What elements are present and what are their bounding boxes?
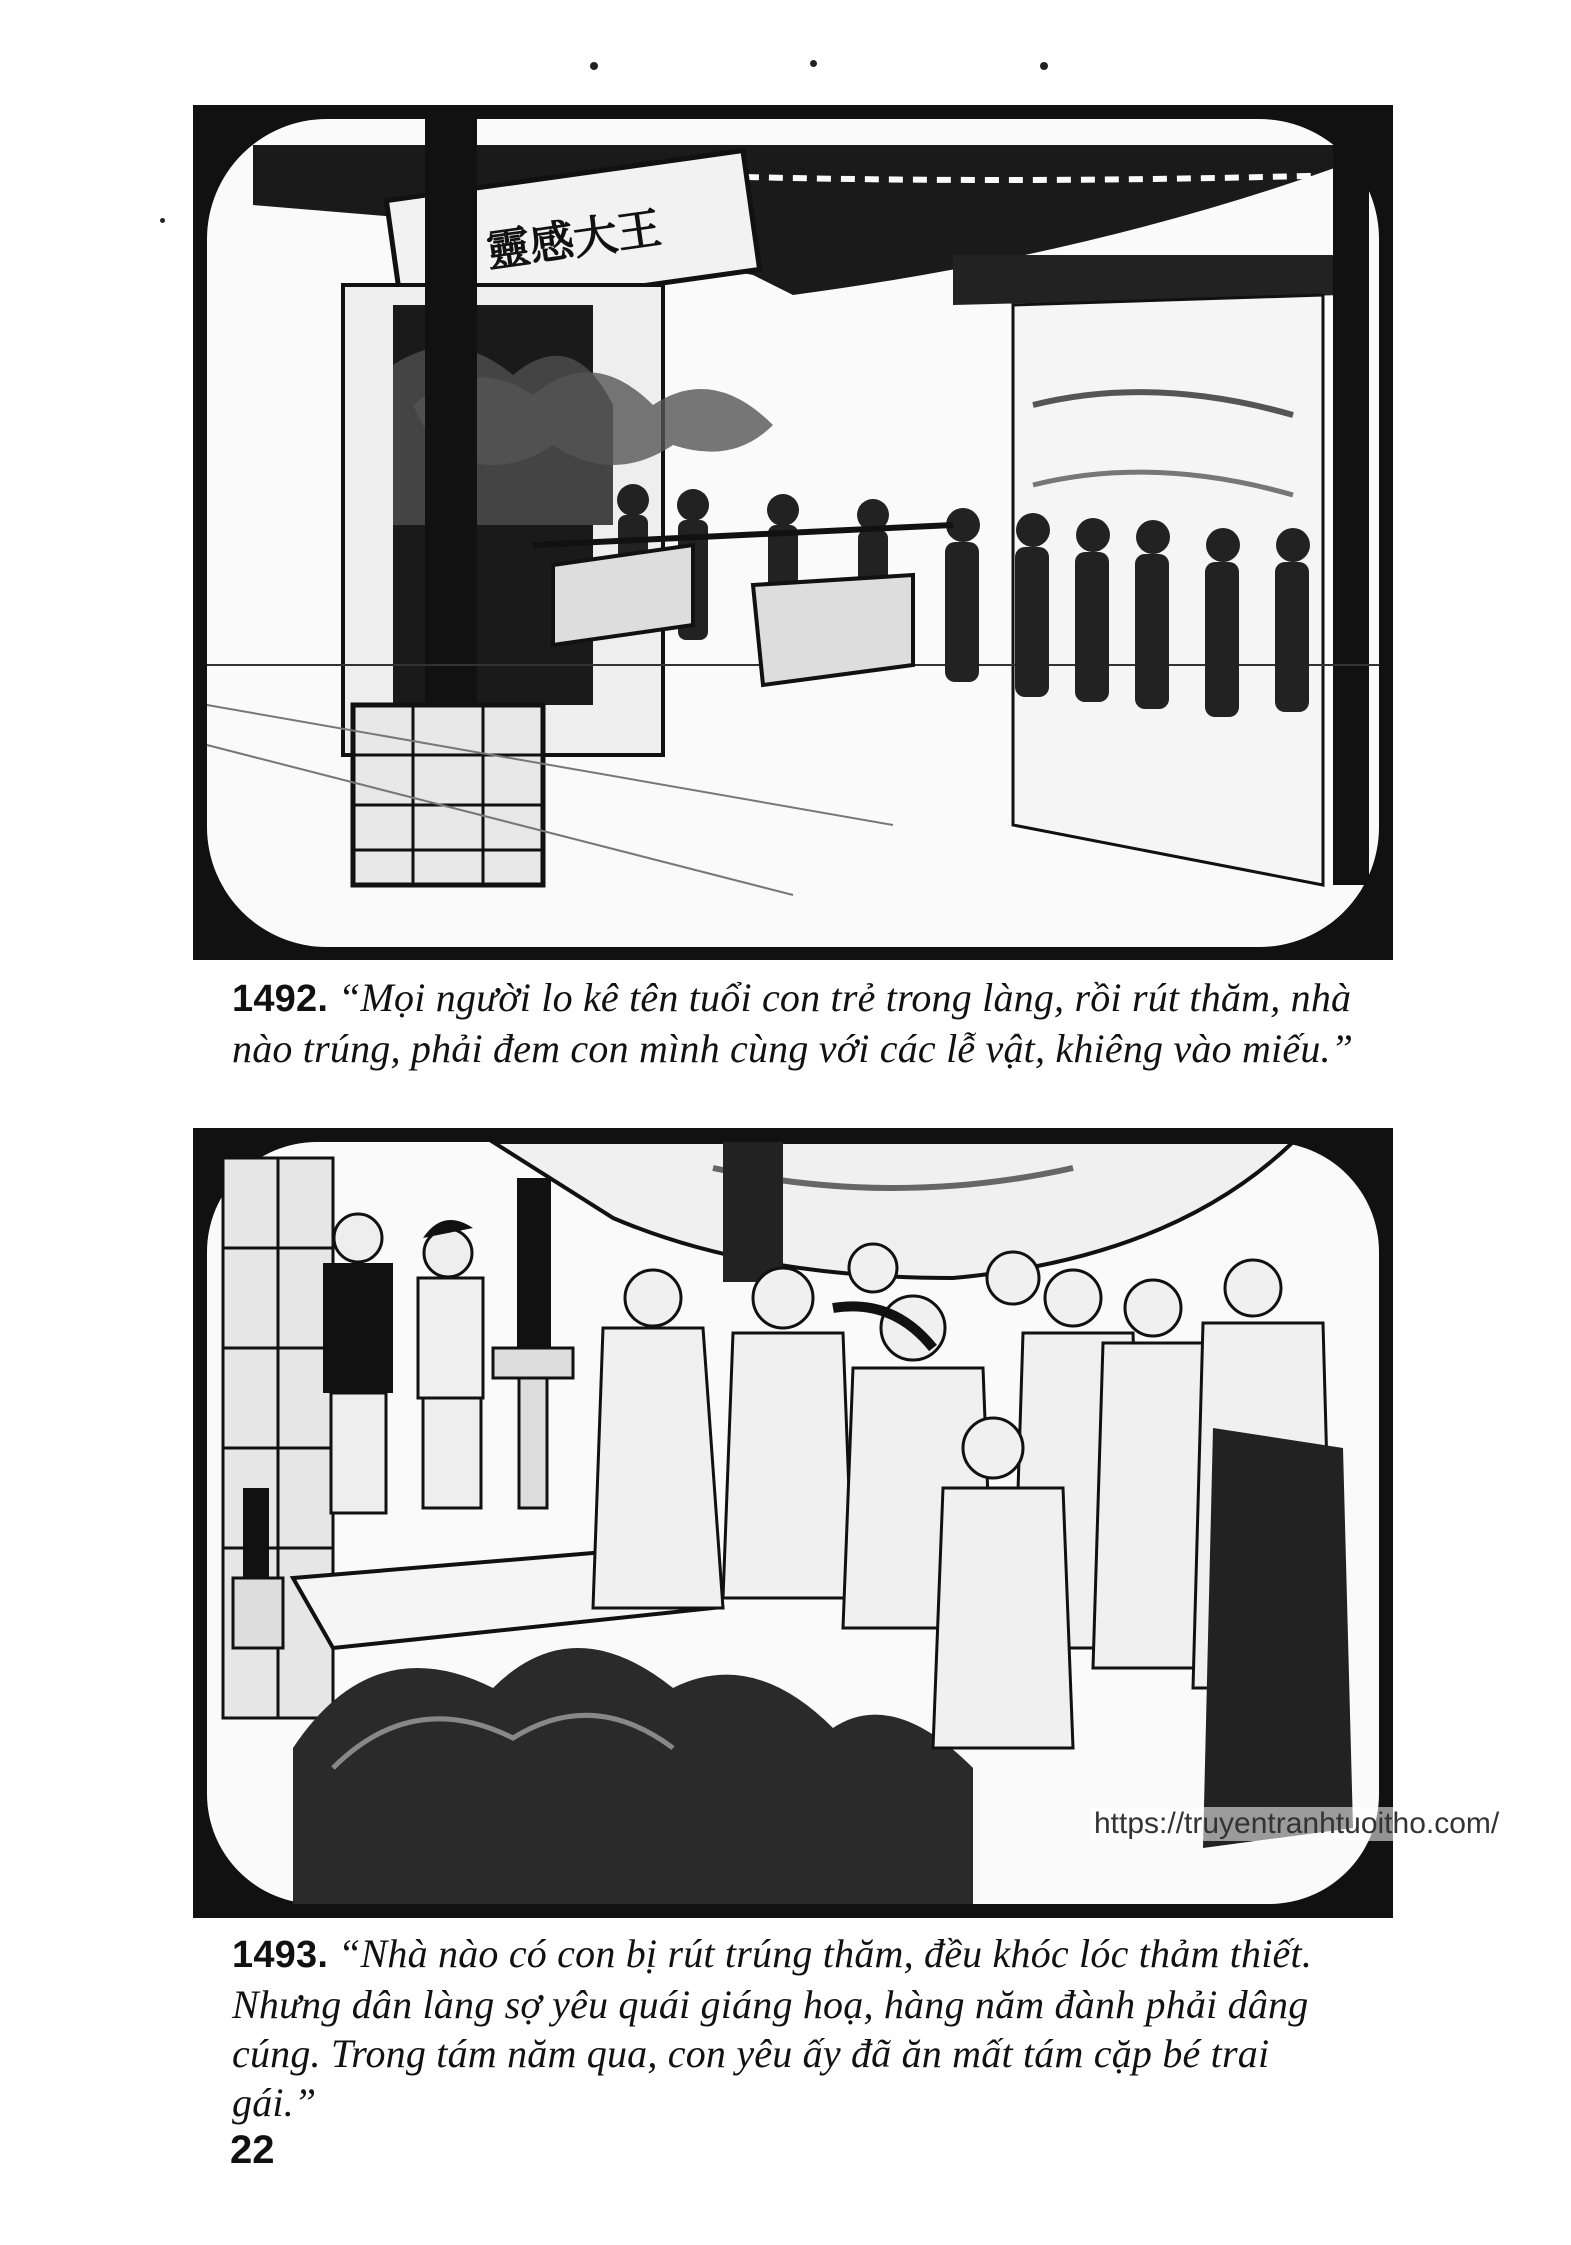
candle-icon xyxy=(517,1178,551,1348)
comic-panel-1493 xyxy=(193,1128,1393,1918)
caption-text: “Nhà nào có con bị rút trúng thăm, đều khóc lóc thảm thiết. Nhưng dân làng sợ yêu quái giáng hoạ, hàng năm đành phải dâng cúng. Trong tám năm qua, con yêu ấy đã ăn mất tám cặp bé trai gái.” xyxy=(232,1931,1313,2125)
caption-1493 xyxy=(232,1929,1362,2127)
caption-1492 xyxy=(232,973,1362,1073)
signboard-text: 靈感大王 xyxy=(483,202,665,278)
scan-speck xyxy=(1040,62,1048,70)
comic-panel-1492 xyxy=(193,105,1393,960)
panel-number: 1493. xyxy=(232,1934,329,1976)
caption-text: “Mọi người lo kê tên tuổi con trẻ trong làng, rồi rút thăm, nhà nào trúng, phải đem con mình cùng với các lễ vật, khiêng vào miếu.” xyxy=(232,975,1354,1071)
scan-speck xyxy=(590,62,598,70)
candle-icon xyxy=(243,1488,269,1578)
panel-number: 1492. xyxy=(232,978,329,1020)
panel-1493-illustration xyxy=(193,1128,1393,1918)
panel-1492-illustration xyxy=(193,105,1393,960)
page-number: 22 xyxy=(230,2128,275,2172)
scan-speck xyxy=(160,218,165,223)
scan-speck xyxy=(810,60,817,67)
watermark-url: https://truyentranhtuoitho.com/ xyxy=(1090,1807,1503,1841)
